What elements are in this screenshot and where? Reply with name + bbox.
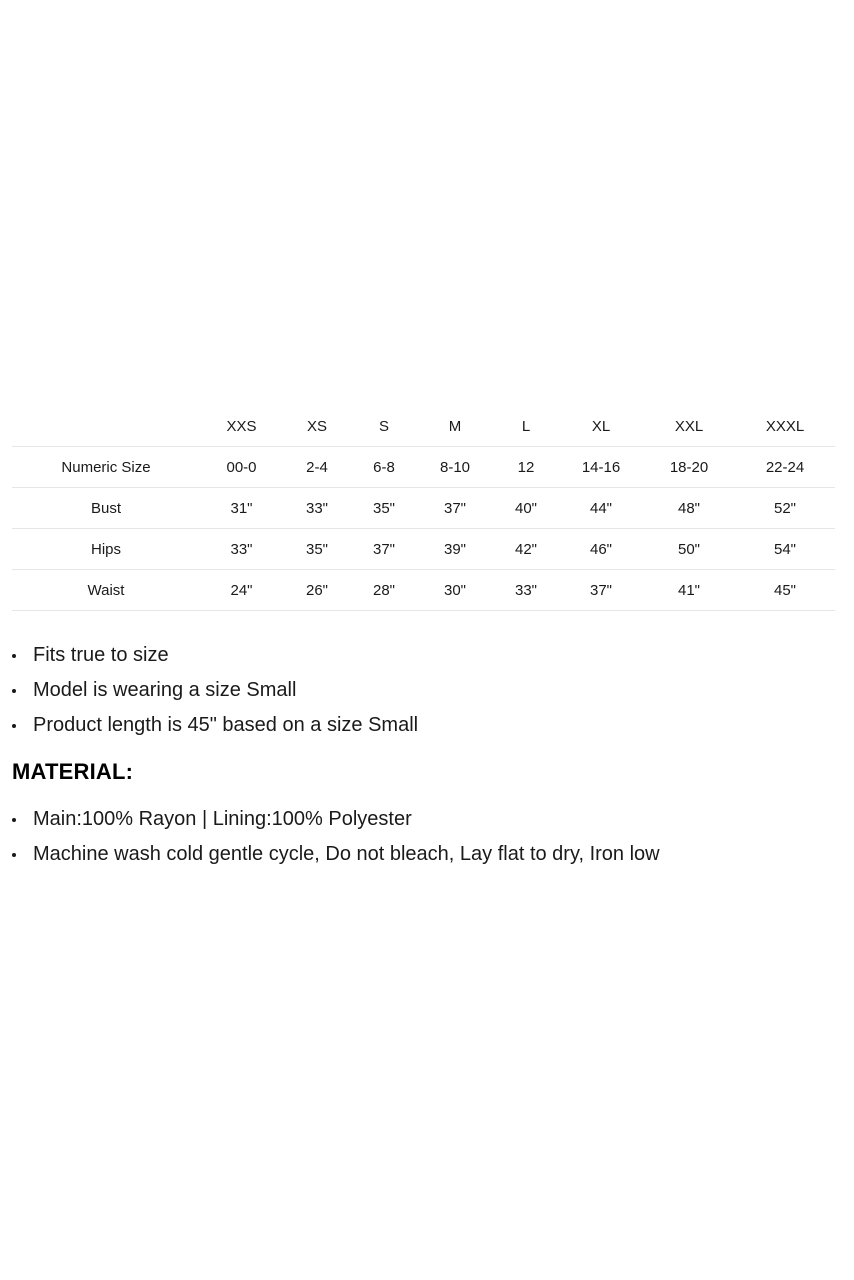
row-label: Hips: [12, 529, 200, 570]
table-cell: 54": [735, 529, 835, 570]
table-cell: 35": [351, 488, 417, 529]
table-row: [12, 570, 835, 611]
table-cell: 24": [200, 570, 283, 611]
table-cell: 33": [200, 529, 283, 570]
size-header-cell: XXXL: [735, 406, 835, 447]
material-item-text: Machine wash cold gentle cycle, Do not bleach, Lay flat to dry, Iron low: [33, 843, 660, 865]
bullet-icon: [12, 654, 16, 658]
material-item-text: Main:100% Rayon | Lining:100% Polyester: [33, 808, 412, 830]
table-cell: 22-24: [735, 447, 835, 488]
list-item: [12, 638, 418, 673]
table-cell: 39": [417, 529, 493, 570]
table-cell: 35": [283, 529, 351, 570]
list-item: [12, 837, 660, 872]
table-cell: 37": [351, 529, 417, 570]
size-header-row: [12, 406, 835, 447]
size-header-cell: XXL: [643, 406, 735, 447]
table-cell: 30": [417, 570, 493, 611]
table-cell: 46": [559, 529, 643, 570]
table-row: [12, 447, 835, 488]
size-header-cell: M: [417, 406, 493, 447]
fit-notes-list: [12, 638, 418, 743]
material-list: [12, 802, 660, 872]
table-cell: 42": [493, 529, 559, 570]
size-header-cell: XS: [283, 406, 351, 447]
material-heading: MATERIAL:: [12, 759, 134, 784]
table-cell: 28": [351, 570, 417, 611]
table-cell: 12: [493, 447, 559, 488]
fit-note-text: Model is wearing a size Small: [33, 679, 297, 701]
table-cell: 14-16: [559, 447, 643, 488]
bullet-icon: [12, 853, 16, 857]
table-cell: 31": [200, 488, 283, 529]
bullet-icon: [12, 818, 16, 822]
row-label: Bust: [12, 488, 200, 529]
table-cell: 33": [493, 570, 559, 611]
row-label: Numeric Size: [12, 447, 200, 488]
bullet-icon: [12, 724, 16, 728]
table-cell: 6-8: [351, 447, 417, 488]
table-row: [12, 529, 835, 570]
table-row: [12, 488, 835, 529]
list-item: [12, 673, 418, 708]
table-cell: 37": [417, 488, 493, 529]
list-item: [12, 802, 660, 837]
size-header-cell: XXS: [200, 406, 283, 447]
table-cell: 00-0: [200, 447, 283, 488]
table-cell: 45": [735, 570, 835, 611]
table-cell: 26": [283, 570, 351, 611]
table-cell: 50": [643, 529, 735, 570]
table-cell: 2-4: [283, 447, 351, 488]
fit-note-text: Fits true to size: [33, 644, 169, 666]
bullet-icon: [12, 689, 16, 693]
list-item: [12, 708, 418, 743]
table-cell: 33": [283, 488, 351, 529]
size-header-cell: L: [493, 406, 559, 447]
table-cell: 52": [735, 488, 835, 529]
table-cell: 37": [559, 570, 643, 611]
size-header-cell: XL: [559, 406, 643, 447]
table-cell: 41": [643, 570, 735, 611]
table-cell: 18-20: [643, 447, 735, 488]
table-cell: 8-10: [417, 447, 493, 488]
table-cell: 40": [493, 488, 559, 529]
table-cell: 44": [559, 488, 643, 529]
fit-note-text: Product length is 45" based on a size Small: [33, 714, 419, 736]
row-label: Waist: [12, 570, 200, 611]
size-chart-table: [12, 406, 835, 611]
table-cell: 48": [643, 488, 735, 529]
size-header-cell: S: [351, 406, 417, 447]
header-corner-cell: [12, 406, 200, 447]
